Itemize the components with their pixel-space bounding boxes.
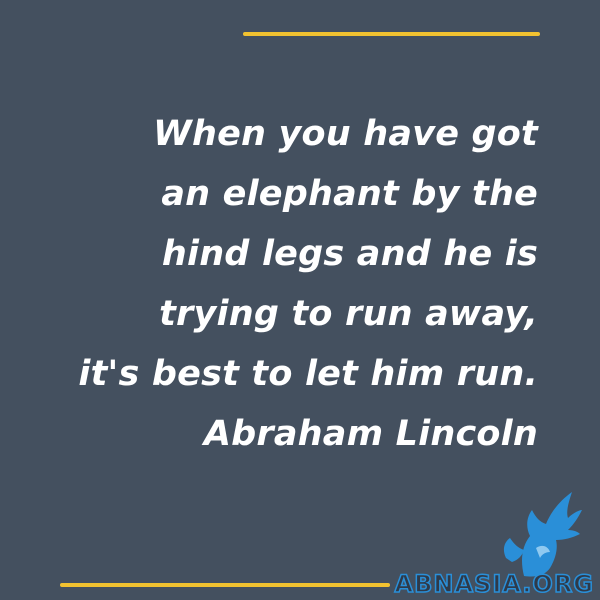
griffin-icon: [496, 488, 582, 580]
brand-name: ABNASIA.ORG: [394, 570, 594, 598]
bottom-accent-line: [60, 583, 390, 587]
quote-line-5: it's best to let him run.: [78, 354, 538, 394]
quote-line-4: trying to run away,: [159, 294, 538, 334]
quote-author: Abraham Lincoln: [203, 414, 538, 454]
quote-block: [18, 104, 538, 464]
quote-line-2: an elephant by the: [161, 174, 538, 214]
brand-logo: [394, 488, 594, 598]
quote-line-1: When you have got: [153, 114, 538, 154]
top-accent-line: [243, 32, 540, 36]
quote-line-3: hind legs and he is: [161, 234, 538, 274]
